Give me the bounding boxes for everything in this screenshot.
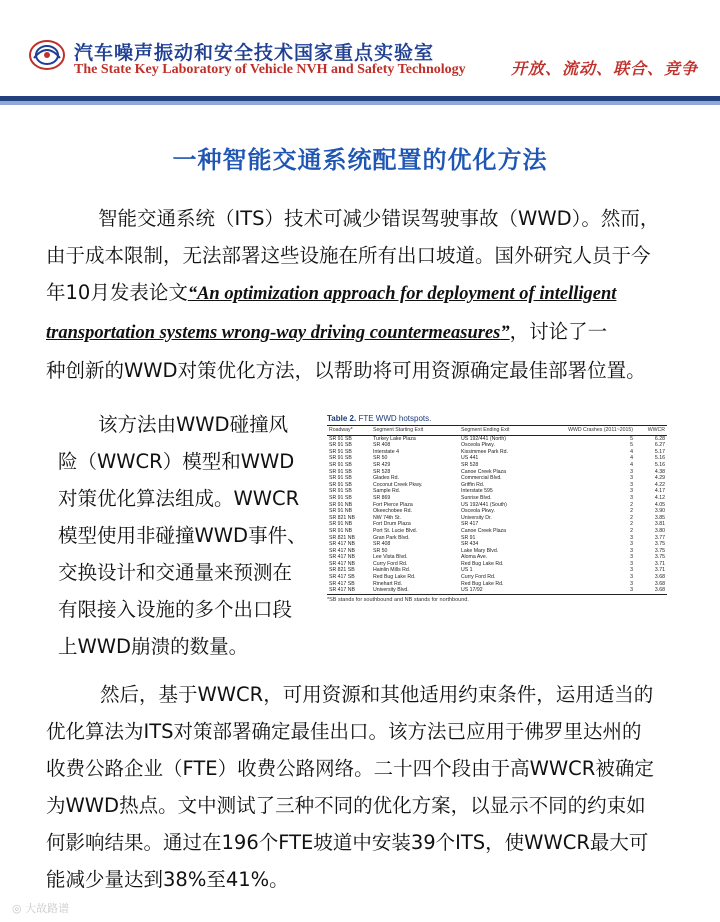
table-row xyxy=(327,554,667,561)
table-cell: SR 91 SB xyxy=(329,468,352,475)
table-cell: 2 xyxy=(630,514,633,521)
table-cell: Lake Mary Blvd. xyxy=(461,547,499,554)
text-line: 为WWD热点。文中测试了三种不同的优化方案，以显示不同的约束如 xyxy=(46,794,646,817)
table-row xyxy=(327,449,667,456)
table-caption-text: FTE WWD hotspots. xyxy=(358,414,432,423)
table-row xyxy=(327,515,667,522)
table-cell: Turkey Lake Plaza xyxy=(373,435,416,442)
table-row xyxy=(327,502,667,509)
table-cell: SR 91 xyxy=(461,534,476,541)
table-cell: Hainlin Mills Rd. xyxy=(373,567,411,574)
table-cell: SR 91 SB xyxy=(329,461,352,468)
text-line xyxy=(46,313,686,352)
table-cell: Kissimmee Park Rd. xyxy=(461,448,508,455)
table-caption xyxy=(327,414,667,423)
table-cell: Aloma Ave. xyxy=(461,554,488,561)
quote-mark: ” xyxy=(500,323,510,343)
table-cell: 4.38 xyxy=(654,468,665,475)
method-paragraph xyxy=(46,406,316,665)
text-line: 能减少量达到38%至41%。 xyxy=(46,868,289,891)
table-cell: SR 821 NB xyxy=(329,514,355,521)
table-cell: US 192/441 (North) xyxy=(461,435,506,442)
table-cell: Curry Ford Rd. xyxy=(373,560,408,567)
text-line xyxy=(46,274,686,313)
results-paragraph xyxy=(46,676,696,898)
table-cell: 6.28 xyxy=(654,435,665,442)
table-cell: SR 91 NB xyxy=(329,527,353,534)
table-cell: 3 xyxy=(630,534,633,541)
table-cell: SR 408 xyxy=(373,442,391,449)
table-cell: SR 821 SB xyxy=(329,567,355,574)
text-line: 模型使用非碰撞WWD事件、 xyxy=(58,524,307,547)
table-cell: 3 xyxy=(630,574,633,581)
table-cell: 4.17 xyxy=(654,488,665,495)
paper-title-link[interactable]: An optimization approach for deployment of intelligent xyxy=(197,284,617,304)
table-cell: 3 xyxy=(630,580,633,587)
table-cell: SR 417 NB xyxy=(329,554,355,561)
table-row xyxy=(327,495,667,502)
table-cell: 4.12 xyxy=(654,494,665,501)
table-cell: NW 74th St. xyxy=(373,514,401,521)
paper-title-link[interactable]: transportation systems wrong-way driving countermeasures xyxy=(46,323,501,343)
table-cell: Fort Drum Plaza xyxy=(373,521,411,528)
table-cell: Interstate 595 xyxy=(461,488,493,495)
table-cell: Sample Rd. xyxy=(373,488,401,495)
table-cell: SR 417 NB xyxy=(329,541,355,548)
intro-paragraph xyxy=(46,200,686,389)
table-row xyxy=(327,581,667,588)
table-cell: 5 xyxy=(630,435,633,442)
table-row xyxy=(327,521,667,528)
table-row xyxy=(327,482,667,489)
table-cell: SR 91 NB xyxy=(329,501,353,508)
table-cell: Osceola Pkwy. xyxy=(461,442,495,449)
text-line: 种创新的WWD对策优化方法，以帮助将可用资源确定最佳部署位置。 xyxy=(46,359,646,382)
column-header: Segment Ending Exit xyxy=(459,426,547,436)
watermark-text: 大故路谱 xyxy=(25,902,70,915)
hotspots-table-figure xyxy=(327,414,667,654)
table-cell: Interstate 4 xyxy=(373,448,399,455)
table-row xyxy=(327,535,667,542)
header-divider-light xyxy=(0,101,720,105)
table-cell: SR 528 xyxy=(461,461,479,468)
table-body xyxy=(327,435,667,594)
table-cell: US 192/441 (South) xyxy=(461,501,507,508)
table-cell: Commercial Blvd. xyxy=(461,475,502,482)
table-cell: 3.71 xyxy=(654,567,665,574)
table-cell: 3.71 xyxy=(654,560,665,567)
column-header: Segment Starting Exit xyxy=(371,426,459,436)
table-cell: SR 91 SB xyxy=(329,494,352,501)
table-cell: Sunrise Blvd. xyxy=(461,494,492,501)
table-cell: 2 xyxy=(630,508,633,515)
article-title: 一种智能交通系统配置的优化方法 xyxy=(172,146,548,174)
table-cell: 3.75 xyxy=(654,541,665,548)
table-cell: SR 417 SB xyxy=(329,574,355,581)
table-row xyxy=(327,587,667,594)
table-cell: Lee Vista Blvd. xyxy=(373,554,408,561)
table-cell: 2 xyxy=(630,527,633,534)
table-cell: 3 xyxy=(630,560,633,567)
table-row xyxy=(327,435,667,442)
table-footnote: *SB stands for southbound and NB stands for northbound. xyxy=(327,596,469,603)
table-row xyxy=(327,528,667,535)
table-cell: 5.17 xyxy=(654,448,665,455)
table-cell: SR 50 xyxy=(373,547,388,554)
table-cell: University Blvd. xyxy=(371,587,459,594)
column-header: Roadway* xyxy=(327,426,371,436)
table-cell: SR 417 NB xyxy=(327,587,371,594)
table-row xyxy=(327,488,667,495)
table-cell: SR 417 NB xyxy=(329,560,355,567)
table-cell: 3 xyxy=(630,567,633,574)
table-cell: 3 xyxy=(630,494,633,501)
table-cell: 3.85 xyxy=(654,514,665,521)
table-cell: 4 xyxy=(630,461,633,468)
table-cell: US 1 xyxy=(461,567,473,574)
text-line: 收费公路企业（FTE）收费公路网络。二十四个段由于高WWCR被确定 xyxy=(46,757,654,780)
table-row xyxy=(327,442,667,449)
text-line: 何影响结果。通过在196个FTE坡道中安装39个ITS，使WWCR最大可 xyxy=(46,831,649,854)
table-cell: 4.22 xyxy=(654,481,665,488)
table-row xyxy=(327,567,667,574)
text-line: 智能交通系统（ITS）技术可减少错误驾驶事故（WWD）。然而， xyxy=(98,207,660,230)
table-cell: 3 xyxy=(630,475,633,482)
table-cell: Griffin Rd. xyxy=(461,481,485,488)
table-row xyxy=(327,548,667,555)
table-cell: SR 91 NB xyxy=(329,521,353,528)
table-header-row xyxy=(327,426,667,436)
text-line: 由于成本限制，无法部署这些设施在所有出口坡道。国外研究人员于今 xyxy=(46,244,651,267)
table-cell: 4 xyxy=(630,455,633,462)
table-row xyxy=(327,469,667,476)
table-cell: 3.77 xyxy=(654,534,665,541)
table-cell: 3.75 xyxy=(654,547,665,554)
table-cell: 3.68 xyxy=(635,587,667,594)
table-cell: Glades Rd. xyxy=(373,475,399,482)
table-cell: SR 91 SB xyxy=(329,481,352,488)
table-cell: 4.29 xyxy=(654,475,665,482)
table-cell: SR 821 NB xyxy=(329,534,355,541)
table-cell: SR 528 xyxy=(373,468,391,475)
column-header: WWD Crashes (2011~2015) xyxy=(547,426,635,436)
table-cell: 2 xyxy=(630,501,633,508)
table-cell: 5 xyxy=(630,442,633,449)
table-cell: SR 417 SB xyxy=(329,580,355,587)
table-cell: Canoe Creek Plaza xyxy=(461,468,506,475)
page-header xyxy=(0,0,720,100)
text-line: 上WWD崩溃的数量。 xyxy=(58,635,249,658)
table-cell: University Dr. xyxy=(461,514,492,521)
table-cell: US 17/92 xyxy=(459,587,547,594)
source-watermark xyxy=(12,900,69,916)
table-row xyxy=(327,574,667,581)
table-cell: 3.80 xyxy=(654,527,665,534)
text-line: 优化算法为ITS对策部署确定最佳出口。该方法已应用于佛罗里达州的 xyxy=(46,720,642,743)
table-cell: Canoe Creek Plaza xyxy=(461,527,506,534)
watermark-icon: ◎ xyxy=(12,902,22,915)
lab-name-chinese: 汽车噪声振动和安全技术国家重点实验室 xyxy=(74,42,435,64)
table-cell: SR 417 xyxy=(461,521,479,528)
text-line: 有限接入设施的多个出口段 xyxy=(58,598,293,621)
table-cell: 4.05 xyxy=(654,501,665,508)
text-line: 然后，基于WWCR，可用资源和其他适用约束条件，运用适当的 xyxy=(100,683,654,706)
text-line: 该方法由WWD碰撞风 xyxy=(98,413,289,436)
table-cell: 3 xyxy=(547,587,635,594)
table-cell: SR 429 xyxy=(373,461,391,468)
table-caption-label: Table 2. xyxy=(327,414,357,423)
table-cell: SR 408 xyxy=(373,541,391,548)
table-row xyxy=(327,455,667,462)
table-cell: Port St. Lucie Blvd. xyxy=(373,527,418,534)
table-cell: Red Bug Lake Rd. xyxy=(461,560,504,567)
table-cell: Red Bug Lake Rd. xyxy=(373,574,416,581)
table-cell: 4 xyxy=(630,448,633,455)
quote-mark: “ xyxy=(187,284,198,304)
table-cell: SR 91 SB xyxy=(329,442,352,449)
table-cell: 3.68 xyxy=(654,574,665,581)
table-row xyxy=(327,462,667,469)
table-cell: SR 91 SB xyxy=(329,455,352,462)
table-cell: Curry Ford Rd. xyxy=(461,574,496,581)
table-cell: 3 xyxy=(630,481,633,488)
table-cell: SR 869 xyxy=(373,494,391,501)
table-cell: Gran Park Blvd. xyxy=(373,534,410,541)
table-cell: SR 50 xyxy=(373,455,388,462)
table-cell: 3 xyxy=(630,547,633,554)
text-line: 险（WWCR）模型和WWD xyxy=(58,450,295,473)
table-cell: Osceola Pkwy. xyxy=(461,508,495,515)
table-cell: 3.75 xyxy=(654,554,665,561)
table-cell: Coconut Creek Pkwy. xyxy=(373,481,423,488)
table-cell: Red Bug Lake Rd. xyxy=(461,580,504,587)
table-row xyxy=(327,508,667,515)
text-line: 交换设计和交通量来预测在 xyxy=(58,561,293,584)
table-cell: 3 xyxy=(630,488,633,495)
table-cell: 3 xyxy=(630,468,633,475)
table-cell: Okeechobee Rd. xyxy=(373,508,412,515)
table-cell: 2 xyxy=(630,521,633,528)
table-cell: 3 xyxy=(630,554,633,561)
table-cell: SR 434 xyxy=(461,541,479,548)
table-cell: 3.81 xyxy=(654,521,665,528)
text-fragment: ，讨论了一 xyxy=(509,320,608,343)
lab-slogan: 开放、流动、联合、竞争 xyxy=(510,59,698,78)
table-cell: SR 91 NB xyxy=(329,508,353,515)
text-fragment: 年10月发表论文 xyxy=(46,281,188,304)
table-cell: SR 91 SB xyxy=(329,448,352,455)
hotspots-table xyxy=(327,425,667,595)
table-cell: Rinehart Rd. xyxy=(373,580,403,587)
table-cell: 6.27 xyxy=(654,442,665,449)
lab-name-english: The State Key Laboratory of Vehicle NVH and Safety Technology xyxy=(74,62,466,77)
table-cell: 5.16 xyxy=(654,455,665,462)
table-cell: 5.16 xyxy=(654,461,665,468)
table-row xyxy=(327,561,667,568)
table-cell: 3.68 xyxy=(654,580,665,587)
table-cell: SR 91 SB xyxy=(329,475,352,482)
lab-logo-icon xyxy=(28,38,66,72)
table-cell: 3 xyxy=(630,541,633,548)
table-cell: SR 91 SB xyxy=(329,488,352,495)
table-cell: US 441 xyxy=(461,455,479,462)
table-cell: SR 417 NB xyxy=(329,547,355,554)
table-row xyxy=(327,475,667,482)
table-cell: Fort Pierce Plaza xyxy=(373,501,413,508)
text-line: 对策优化算法组成。WWCR xyxy=(58,487,300,510)
table-cell: SR 91 SB xyxy=(329,435,352,442)
column-header: WWCR xyxy=(635,426,667,436)
table-cell: 3.90 xyxy=(654,508,665,515)
table-row xyxy=(327,541,667,548)
